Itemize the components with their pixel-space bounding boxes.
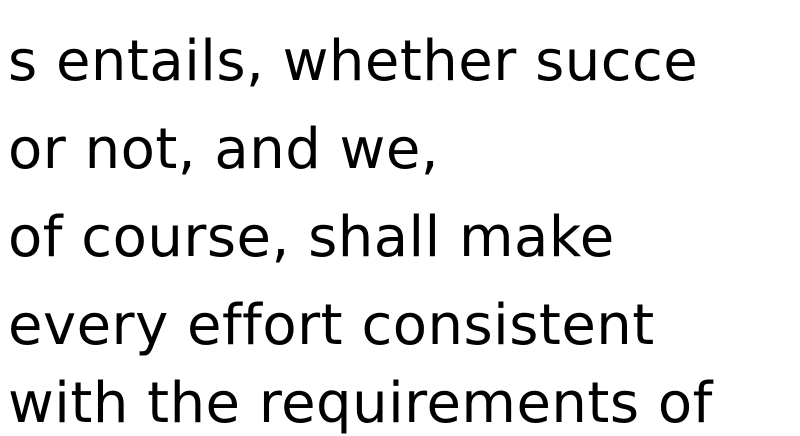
text-line-3: of course, shall make: [8, 205, 615, 270]
text-line-4: every effort consistent: [8, 293, 655, 358]
text-line-2: or not, and we,: [8, 117, 440, 182]
text-line-1: s entails, whether succe: [8, 29, 699, 94]
text-line-5-partial: with the requirements of: [8, 371, 713, 436]
